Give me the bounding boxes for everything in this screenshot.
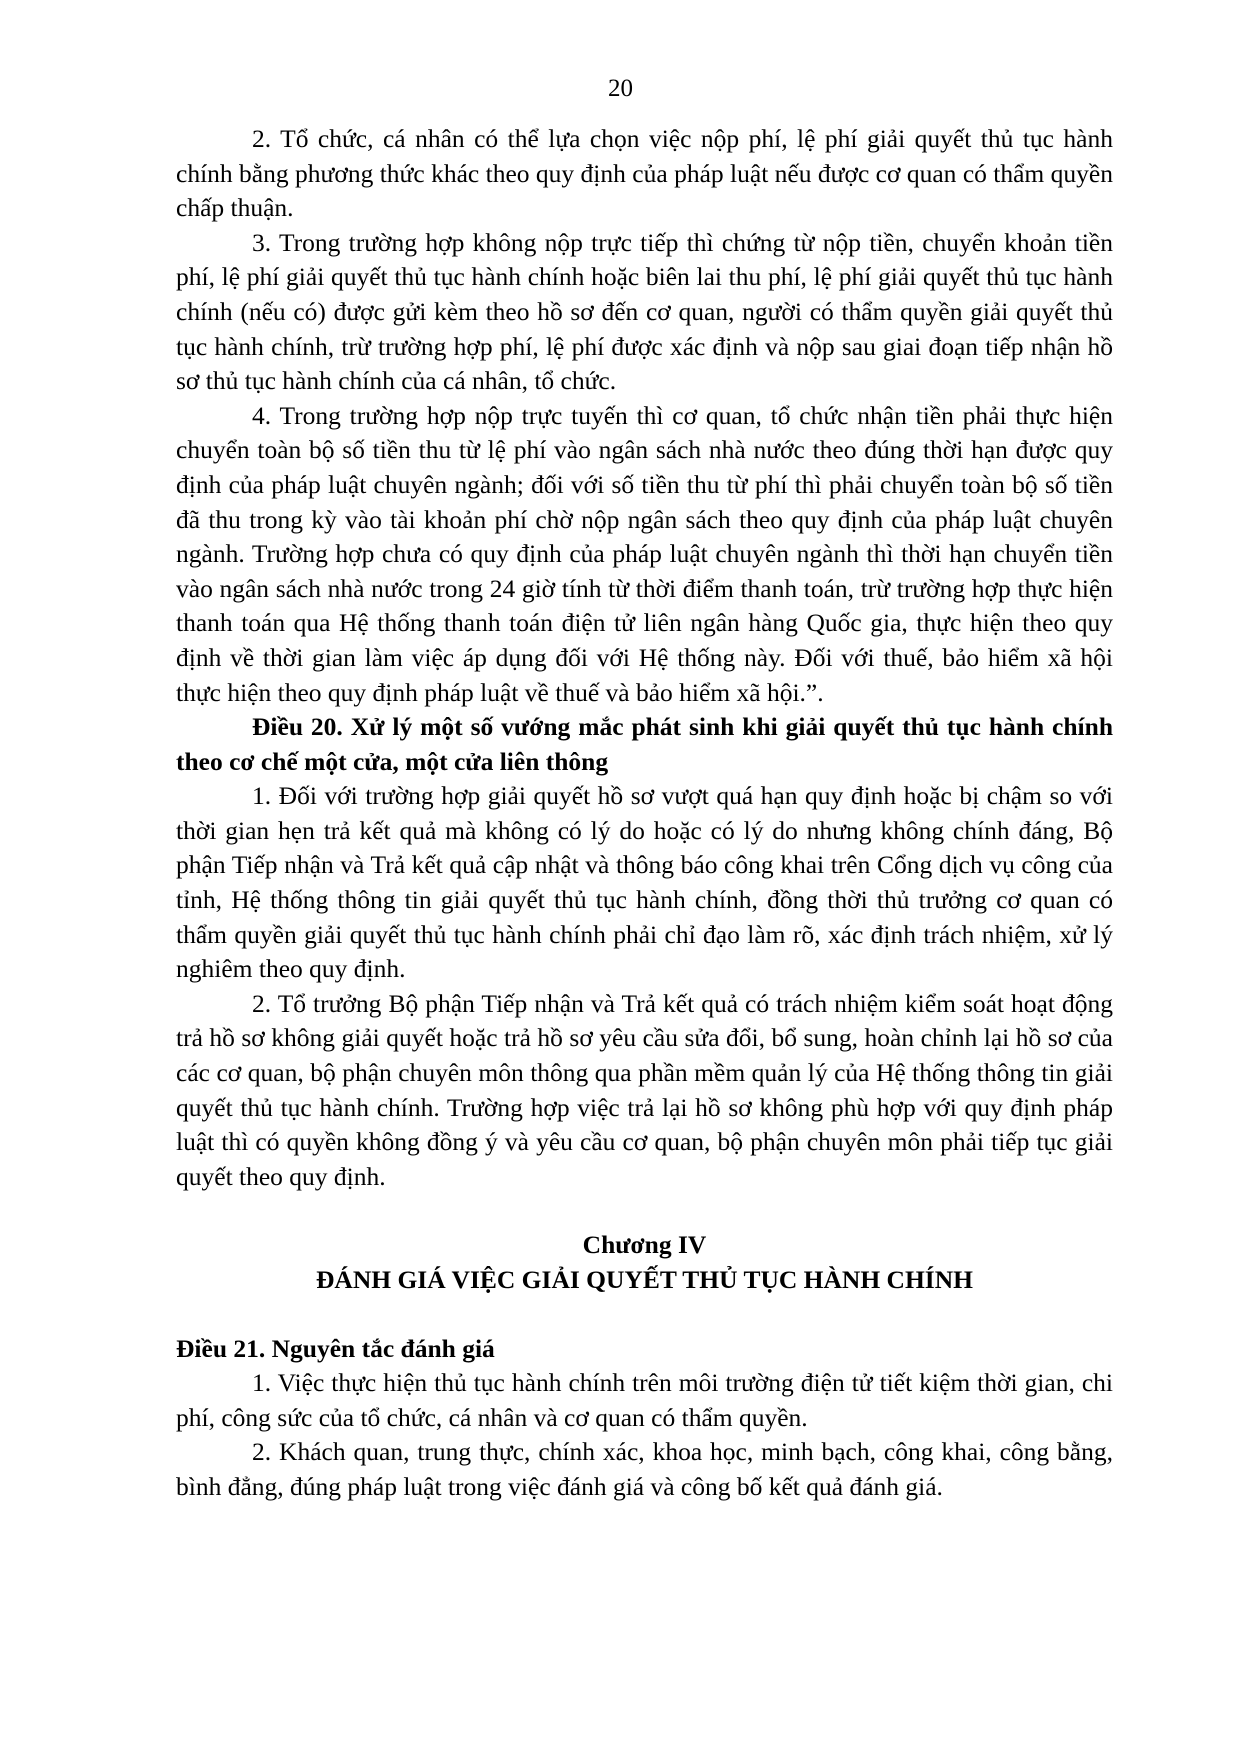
chapter-title: ĐÁNH GIÁ VIỆC GIẢI QUYẾT THỦ TỤC HÀNH CHÍNH [316, 1265, 973, 1294]
article-21-heading: Điều 21. Nguyên tắc đánh giá [176, 1333, 495, 1363]
paragraph-indirect-payment: 3. Trong trường hợp không nộp trực tiếp thì chứng từ nộp tiền, chuyển khoản tiền phí, lệ phí giải quyết thủ tục hành chính hoặc biên lai thu phí, lệ phí giải quyết thủ tục hành chính (nếu có) được gửi kèm theo hồ sơ đến cơ quan, người có thẩm quyền giải quyết thủ tục hành chính, trừ trường hợp phí, lệ phí được xác định và nộp sau giai đoạn tiếp nhận hồ sơ thủ tục hành chính của cá nhân, tổ chức. [176, 227, 1113, 396]
chapter-label: Chương IV [582, 1230, 707, 1260]
article-21-paragraph-1: 1. Việc thực hiện thủ tục hành chính trên môi trường điện tử tiết kiệm thời gian, chi phí, công sức của tổ chức, cá nhân và cơ quan có thẩm quyền. [176, 1368, 1113, 1432]
article-20-paragraph-1: 1. Đối với trường hợp giải quyết hồ sơ vượt quá hạn quy định hoặc bị chậm so với thời gian hẹn trả kết quả mà không có lý do hoặc có lý do nhưng không chính đáng, Bộ phận Tiếp nhận và Trả kết quả cập nhật và thông báo công khai trên Cổng dịch vụ công của tỉnh, Hệ thống thông tin giải quyết thủ tục hành chính, đồng thời thủ trưởng cơ quan có thẩm quyền giải quyết thủ tục hành chính phải chỉ đạo làm rõ, xác định trách nhiệm, xử lý nghiêm theo quy định. [176, 781, 1113, 984]
page-number: 20 [608, 75, 633, 102]
article-21-paragraph-2: 2. Khách quan, trung thực, chính xác, khoa học, minh bạch, công khai, công bằng, bình đẳng, đúng pháp luật trong việc đánh giá và công bố kết quả đánh giá. [176, 1437, 1113, 1501]
document-body [176, 122, 1113, 1505]
paragraph-fee-option: 2. Tổ chức, cá nhân có thể lựa chọn việc nộp phí, lệ phí giải quyết thủ tục hành chính bằng phương thức khác theo quy định của pháp luật nếu được cơ quan có thẩm quyền chấp thuận. [176, 124, 1113, 223]
article-20-heading: Điều 20. Xử lý một số vướng mắc phát sinh khi giải quyết thủ tục hành chính theo cơ chế một cửa, một cửa liên thông [176, 712, 1113, 776]
paragraph-online-payment: 4. Trong trường hợp nộp trực tuyến thì cơ quan, tổ chức nhận tiền phải thực hiện chuyển toàn bộ số tiền thu từ lệ phí vào ngân sách nhà nước theo đúng thời hạn được quy định của pháp luật chuyên ngành; đối với số tiền thu từ phí thì phải chuyển toàn bộ số tiền đã thu trong kỳ vào tài khoản phí chờ nộp ngân sách theo quy định của pháp luật chuyên ngành. Trường hợp chưa có quy định của pháp luật chuyên ngành thì thời hạn chuyển tiền vào ngân sách nhà nước trong 24 giờ tính từ thời điểm thanh toán, trừ trường hợp thực hiện thanh toán qua Hệ thống thanh toán điện tử liên ngân hàng Quốc gia, thực hiện theo quy định về thời gian làm việc áp dụng đối với Hệ thống này. Đối với thuế, bảo hiểm xã hội thực hiện theo quy định pháp luật về thuế và bảo hiểm xã hội.”. [176, 400, 1113, 707]
article-20-paragraph-2: 2. Tổ trưởng Bộ phận Tiếp nhận và Trả kết quả có trách nhiệm kiểm soát hoạt động trả hồ sơ không giải quyết hoặc trả hồ sơ yêu cầu sửa đổi, bổ sung, hoàn chỉnh lại hồ sơ của các cơ quan, bộ phận chuyên môn thông qua phần mềm quản lý của Hệ thống thông tin giải quyết thủ tục hành chính. Trường hợp việc trả lại hồ sơ không phù hợp với quy định pháp luật thì có quyền không đồng ý và yêu cầu cơ quan, bộ phận chuyên môn phải tiếp tục giải quyết theo quy định. [176, 988, 1113, 1191]
